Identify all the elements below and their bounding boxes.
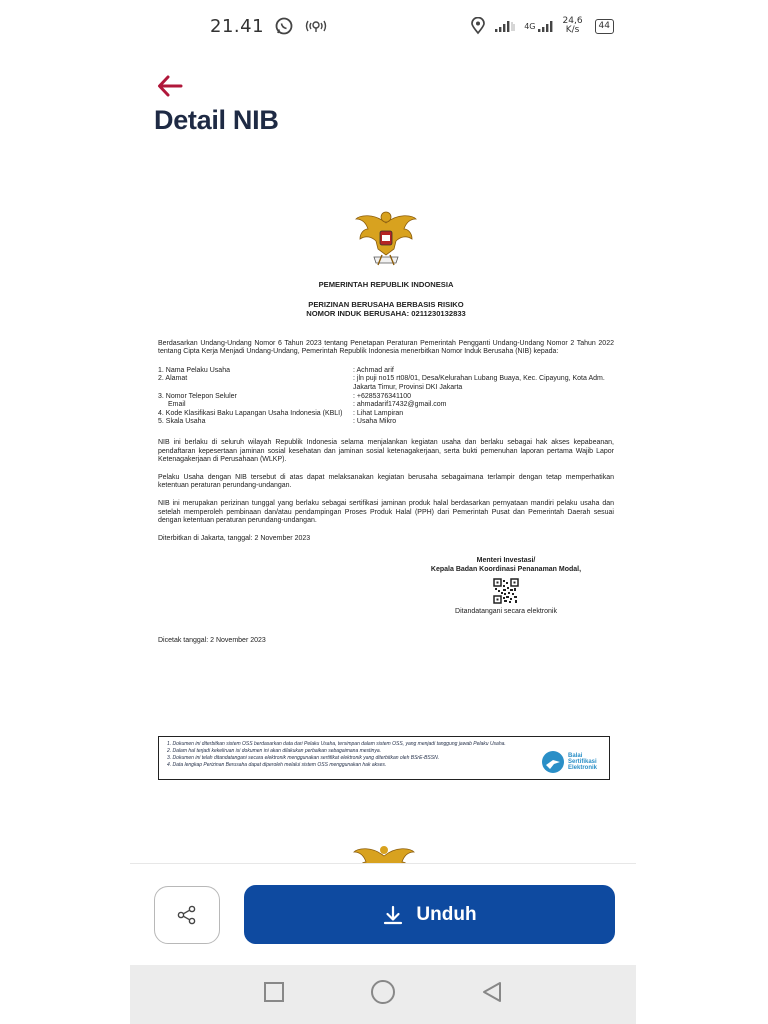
footnote-item: 1. Dokumen ini diterbitkan sistem OSS berdasarkan data dari Pelaku Usaha, tersimpan dalam sistem OSS, yang menjadi tanggung jawab Pelaku Usaha.: [167, 741, 506, 747]
doc-signature-block: [426, 557, 586, 617]
whatsapp-icon: [274, 16, 294, 36]
download-button[interactable]: [244, 885, 615, 944]
field-value: : +6285376341100: [353, 392, 412, 400]
signer-title: Menteri Investasi/: [476, 557, 536, 565]
system-back-button[interactable]: [480, 980, 504, 1009]
home-button[interactable]: [369, 978, 397, 1011]
doc-field: [158, 393, 614, 402]
footnote-item: 3. Dokumen ini telah ditandatangani secara elektronik menggunakan sertifikat elektronik yang diterbitkan oleh BSrE-BSSN.: [167, 755, 440, 761]
speed-value: 24,6: [562, 16, 583, 26]
divider: [130, 863, 636, 864]
network-type: 4G: [524, 21, 536, 31]
doc-subheading: [158, 300, 614, 318]
status-time: 21.41: [210, 15, 265, 37]
doc-subheading-1: PERIZINAN BERUSAHA BERBASIS RISIKO: [308, 299, 464, 309]
signed-note: Ditandatangani secara elektronik: [455, 608, 557, 616]
download-icon: [382, 904, 404, 926]
recents-button[interactable]: [262, 980, 286, 1009]
bse-text-line: Balai: [567, 752, 583, 759]
field-value: : Lihat Lampiran: [353, 409, 404, 417]
field-value: : Usaha Mikro: [353, 418, 397, 426]
signal-icon: [494, 19, 516, 33]
bse-text-line: Sertifikasi: [567, 758, 597, 765]
share-button[interactable]: [154, 886, 220, 944]
garuda-emblem-icon: [354, 205, 418, 269]
doc-field: [158, 375, 614, 392]
doc-printed-date: Dicetak tanggal: 2 November 2023: [158, 637, 266, 645]
footnote-list: [167, 741, 527, 776]
qr-code-icon: [493, 578, 519, 604]
field-label: 1. Nama Pelaku Usaha: [158, 366, 230, 374]
triangle-back-icon: [480, 980, 504, 1004]
doc-heading: PEMERINTAH REPUBLIK INDONESIA: [318, 280, 454, 289]
speed-unit: K/s: [565, 25, 580, 35]
field-value: : jln puji no15 rt08/01, Desa/Kelurahan Lubang Buaya, Kec. Cipayung, Kota Adm. Jakarta Timur, Provinsi DKI Jakarta: [353, 375, 605, 391]
garuda-emblem-icon: [350, 846, 418, 864]
doc-paragraph: Pelaku Usaha dengan NIB tersebut di atas dapat melaksanakan kegiatan berusaha sebagaimana terlampir dengan tetap memperhatikan ketentuan peraturan perundang-undangan.: [158, 473, 614, 490]
doc-field: [158, 401, 614, 410]
doc-field: [158, 367, 614, 376]
doc-field: [158, 410, 614, 419]
doc-fields: [158, 367, 614, 427]
bse-text-line: Elektronik: [567, 764, 597, 771]
footnote-item: 2. Dalam hal terjadi kekeliruan isi dokumen ini akan dilakukan perbaikan sebagaimana mestinya.: [167, 748, 382, 754]
field-value: : ahmadarif17432@gmail.com: [353, 401, 447, 409]
doc-nib-number: NOMOR INDUK BERUSAHA: 0211230132833: [306, 308, 466, 318]
field-label: Email: [168, 401, 186, 409]
doc-issued-date: Diterbitkan di Jakarta, tanggal: 2 November 2023: [158, 534, 311, 542]
battery-level: 44: [598, 21, 610, 31]
signer-title: Kepala Badan Koordinasi Penanaman Modal,: [430, 565, 582, 573]
signal-icon: [524, 19, 554, 33]
doc-field: [158, 418, 614, 427]
system-nav-bar: [130, 965, 636, 1024]
download-label: Unduh: [416, 903, 477, 925]
field-label: 5. Skala Usaha: [158, 418, 206, 426]
field-label: 4. Kode Klasifikasi Baku Lapangan Usaha Indonesia (KBLI): [158, 409, 343, 417]
status-right: [470, 17, 636, 35]
hotspot-icon: [304, 18, 328, 34]
field-label: 3. Nomor Telepon Seluler: [158, 392, 237, 400]
doc-paragraph: NIB ini berlaku di seluruh wilayah Republik Indonesia selama menjalankan kegiatan usaha dan berlaku sebagai hak akses kepabeanan, pendaftaran kepesertaan jaminan sosial kesehatan dan jaminan sosial ketenagakerjaan, serta bukti pemenuhan laporan pertama Wajib Lapor Ketenagakerjaan di Perusahaan (WLKP).: [158, 438, 614, 464]
next-page-peek: [350, 846, 418, 864]
page-title: Detail NIB: [154, 105, 279, 135]
bse-logo-icon: [541, 750, 565, 774]
doc-paragraph: NIB ini merupakan perizinan tunggal yang berlaku sebagai sertifikasi jaminan produk halal berdasarkan pernyataan mandiri pelaku usaha dan setelah memperoleh pembinaan dan/atau pendampingan Proses Produk Halal (PPH) dari Pemerintah Pusat dan Pemerintah Daerah sesuai dengan ketentuan peraturan perundang-undangan.: [158, 499, 614, 525]
bse-logo-text: [568, 753, 597, 771]
back-button[interactable]: [156, 72, 186, 100]
field-label: 2. Alamat: [158, 375, 188, 383]
network-speed: [563, 17, 583, 35]
share-icon: [176, 904, 198, 926]
doc-footnote-box: [158, 736, 610, 780]
arrow-left-icon: [156, 72, 186, 100]
footnote-item: 4. Data lengkap Perizinan Berusaha dapat diperoleh melalui sistem OSS menggunakan hak akses.: [167, 762, 387, 768]
circle-icon: [369, 978, 397, 1006]
doc-intro: Berdasarkan Undang-Undang Nomor 6 Tahun 2023 tentang Penetapan Peraturan Pemerintah Pengganti Undang-Undang Nomor 2 Tahun 2022 tentang Cipta Kerja Menjadi Undang-Undang, Pemerintah Republik Indonesia menerbitkan Nomor Induk Berusaha (NIB) kepada:: [158, 339, 614, 356]
nib-document: [158, 205, 614, 646]
battery-icon: [595, 19, 614, 34]
field-value: : Achmad arif: [353, 366, 394, 374]
status-bar: [130, 0, 636, 52]
square-icon: [262, 980, 286, 1004]
status-left: [130, 16, 328, 37]
bse-logo: [541, 747, 597, 776]
location-icon: [470, 17, 486, 35]
